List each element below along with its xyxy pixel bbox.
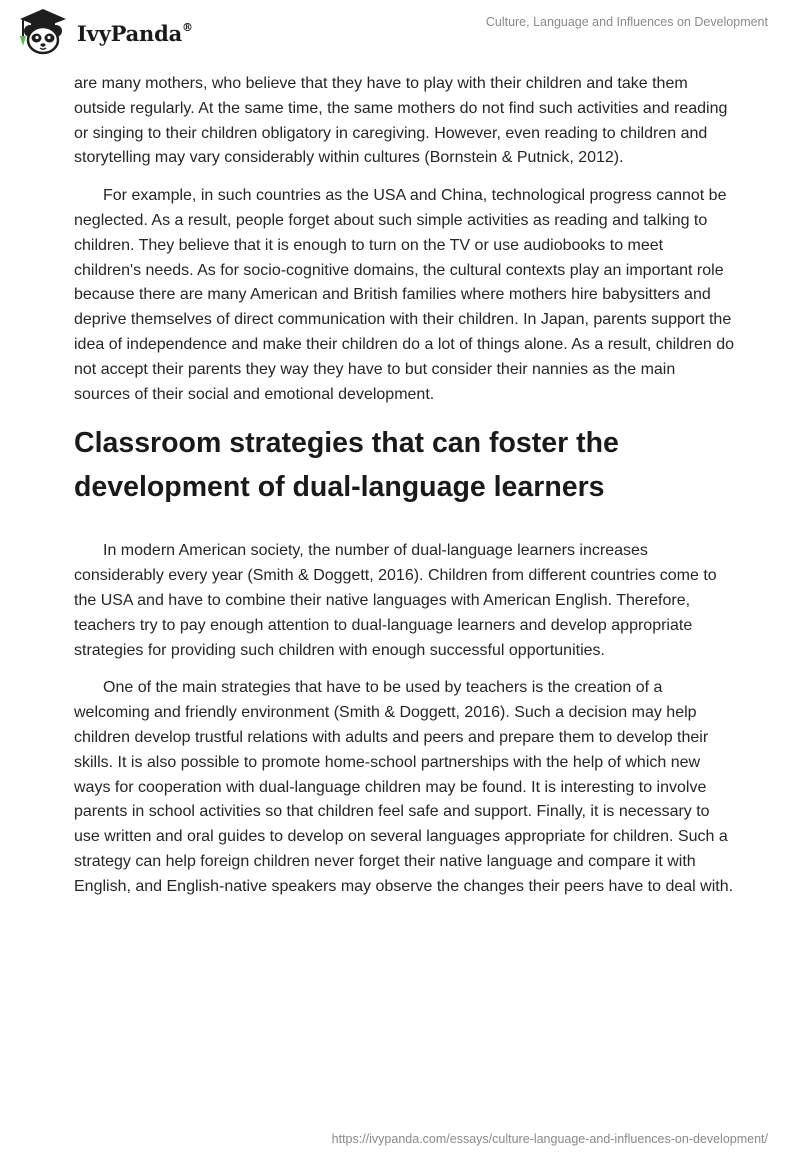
paragraph-technology: For example, in such countries as the USA and China, technological progress cannot be neglected. As a result, people forget about such simple activities as reading and talking to children. They believe that it is enough to turn on the TV or use audiobooks to meet children's needs. As for socio-cognitive domains, the cultural contexts play an important role because there are many American and British families where mothers hire babysitters and deprive themselves of direct communication with their children. In Japan, parents support the idea of independence and make their children do a lot of things alone. As a result, children do not accept their parents they way they have to but consider their nannies as the main sources of their social and emotional development.	[74, 187, 734, 403]
page-header	[0, 0, 800, 64]
brand-name[interactable]	[77, 21, 193, 46]
registered-mark: ®	[182, 21, 193, 34]
paragraph-continuation: are many mothers, who believe that they have to play with their children and take them outside regularly. At the same time, the same mothers do not find such activities and reading or singing to their children obligatory in caregiving. However, even reading to children and storytelling may vary considerably within cultures (Bornstein & Putnick, 2012).	[74, 75, 728, 167]
source-url[interactable]: https://ivypanda.com/essays/culture-language-and-influences-on-development/	[331, 1132, 768, 1146]
brand-text: IvyPanda	[77, 21, 183, 46]
panda-logo-icon[interactable]	[14, 6, 72, 56]
essay-content	[74, 72, 734, 913]
paragraph-dual-language-intro: In modern American society, the number of dual-language learners increases considerably every year (Smith & Doggett, 2016). Children from different countries come to the USA and have to combine their native languages with American English. Therefore, teachers try to pay enough attention to dual-language learners and develop appropriate strategies for providing such children with enough successful opportunities.	[74, 542, 717, 659]
section-heading: Classroom strategies that can foster the development of dual-language learners	[74, 427, 619, 504]
document-title: Culture, Language and Influences on Development	[485, 15, 768, 29]
paragraph-strategies: One of the main strategies that have to be used by teachers is the creation of a welcoming and friendly environment (Smith & Doggett, 2016). Such a decision may help children develop trustful relations with adults and peers and prepare them to develop their skills. It is also possible to promote home-school partnerships with the help of which new ways for cooperation with dual-language children may be found. It is interesting to involve parents in school activities so that children feel safe and support. Finally, it is necessary to use written and oral guides to develop on several languages appropriate for children. Such a strategy can help foreign children never forget their native language and compare it with English, and English-native speakers may observe the changes their peers have to deal with.	[74, 679, 734, 895]
